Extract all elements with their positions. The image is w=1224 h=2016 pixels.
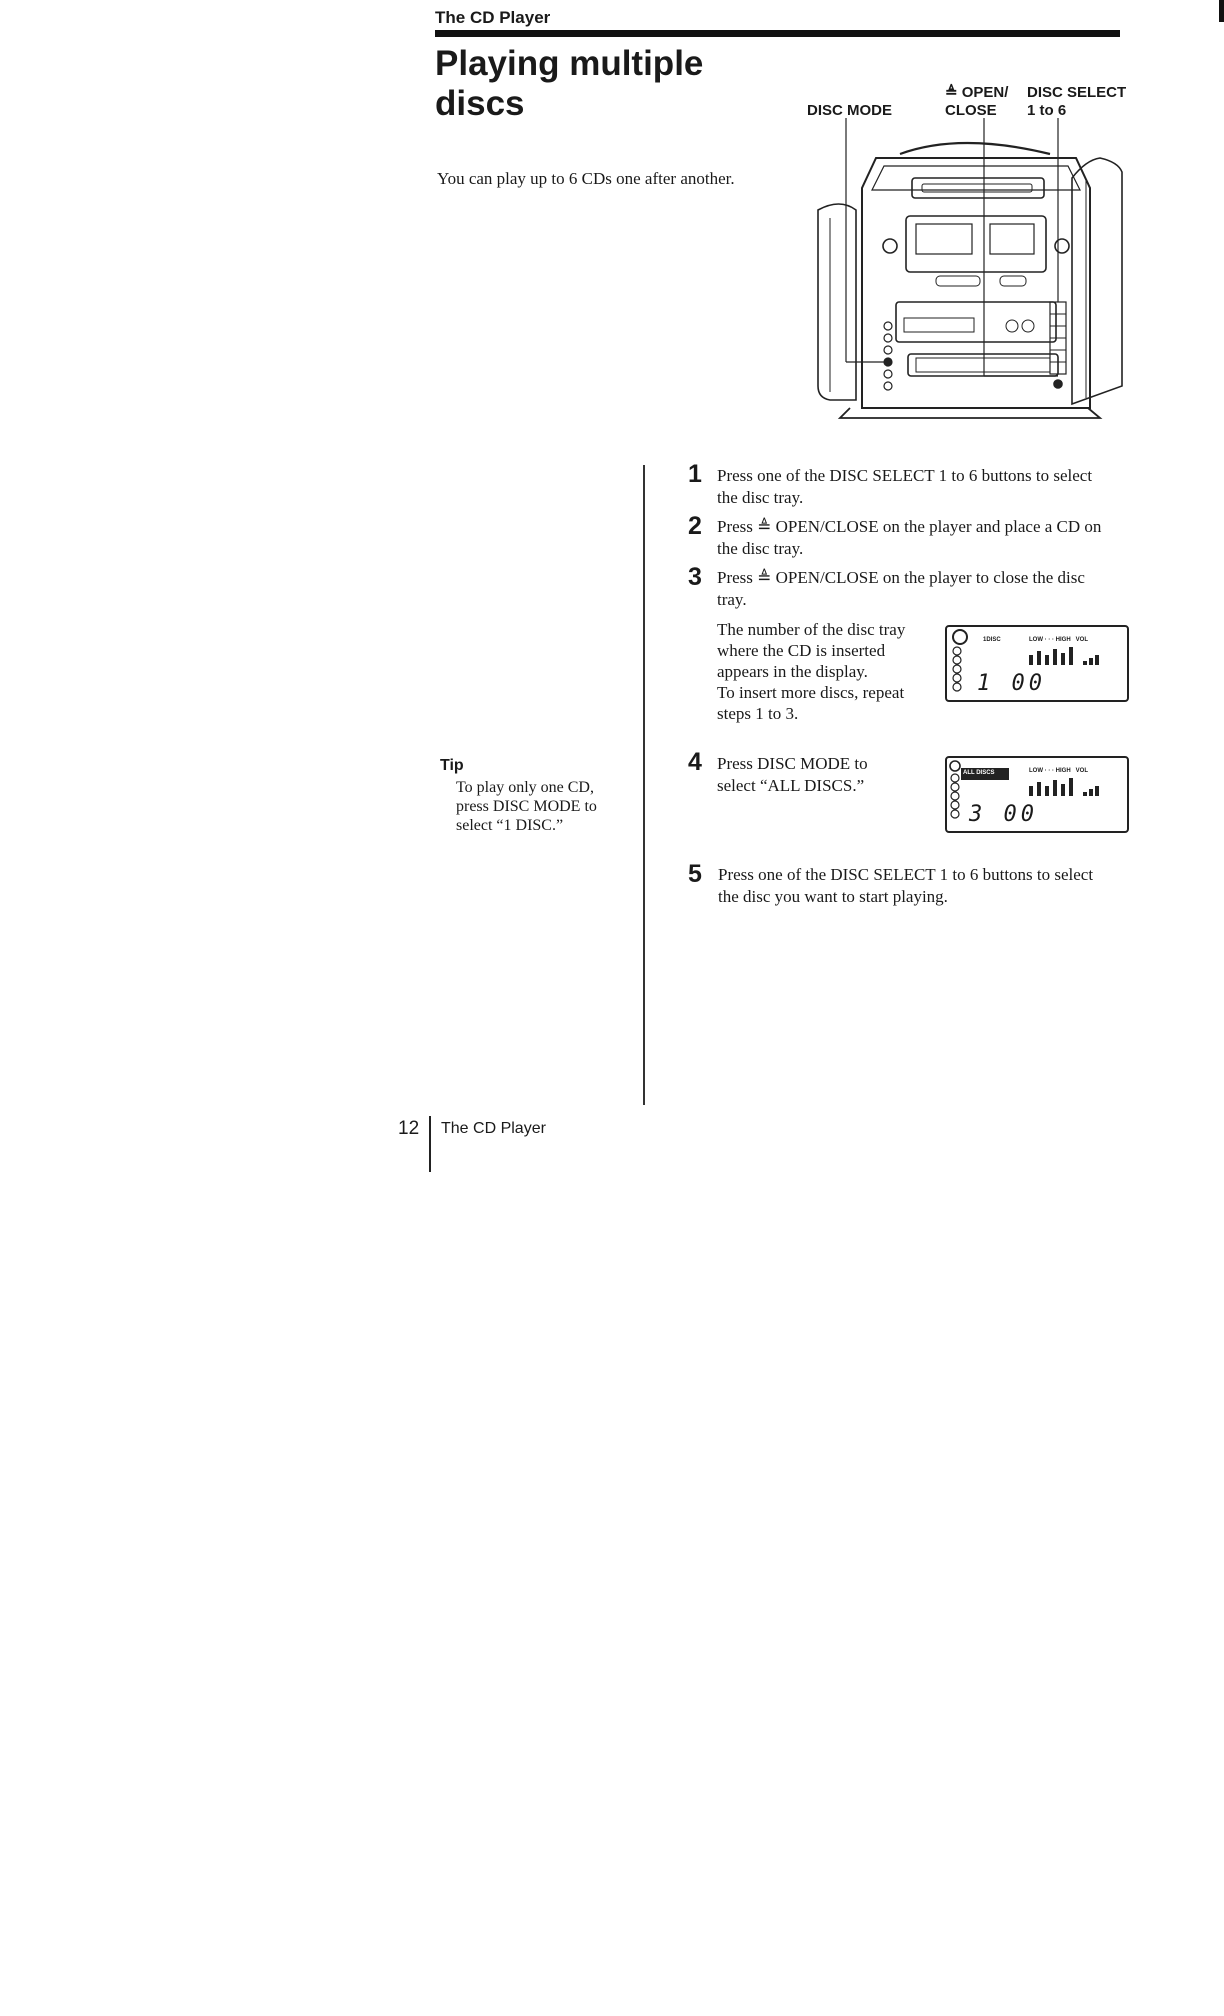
tip-body: To play only one CD, press DISC MODE to select “1 DISC.” xyxy=(456,779,597,834)
footer-divider xyxy=(429,1116,431,1172)
step-4-text: Press DISC MODE to select “ALL DISCS.” xyxy=(717,754,868,795)
lcd-mode-text: 1DISC xyxy=(983,637,1001,643)
note-line-2: To insert more discs, repeat steps 1 to 3. xyxy=(717,683,905,723)
note-line-1: The number of the disc tray where the CD is inserted appears in the display. xyxy=(717,620,906,681)
column-divider xyxy=(643,465,645,1105)
step-5-text: Press one of the DISC SELECT 1 to 6 buttons to select the disc you want to start playing. xyxy=(718,865,1094,906)
step-3-note xyxy=(717,619,917,724)
cd-player-illustration xyxy=(800,118,1124,426)
step-2-text: Press ≜ OPEN/CLOSE on the player and place a CD on the disc tray. xyxy=(717,517,1102,558)
step-2-number: 2 xyxy=(688,512,702,540)
page-title: Playing multiple discs xyxy=(435,44,704,123)
page-number: 12 xyxy=(398,1118,420,1139)
footer-section: The CD Player xyxy=(441,1120,546,1137)
label-disc-mode: DISC MODE xyxy=(807,102,893,119)
label-open-close-line1: ≜ OPEN/ xyxy=(945,84,1009,101)
label-disc-select-line1: DISC SELECT xyxy=(1027,84,1127,101)
step-4-number: 4 xyxy=(688,748,702,776)
lcd-mode-text: ALL DISCS xyxy=(963,770,995,776)
lcd-readout: 1 00 xyxy=(977,671,1046,696)
label-disc-select-line2: 1 to 6 xyxy=(1027,102,1067,119)
step-3-text: Press ≜ OPEN/CLOSE on the player to close the disc tray. xyxy=(717,568,1085,609)
step-5-number: 5 xyxy=(688,860,702,888)
label-open-close-line2: CLOSE xyxy=(945,102,997,119)
section-header: The CD Player xyxy=(435,8,551,27)
lcd-readout: 3 00 xyxy=(969,802,1038,827)
page-edge-mark xyxy=(1219,0,1224,22)
intro-paragraph: You can play up to 6 CDs one after another. xyxy=(437,169,735,188)
step-1-number: 1 xyxy=(688,460,702,488)
lcd-display-one-disc xyxy=(945,625,1129,702)
step-3-number: 3 xyxy=(688,563,702,591)
lcd-eq-labels: LOW · · · HIGH VOL xyxy=(1029,637,1088,643)
step-1-text: Press one of the DISC SELECT 1 to 6 buttons to select the disc tray. xyxy=(717,466,1093,507)
tip-heading: Tip xyxy=(440,757,464,774)
lcd-eq-labels: LOW · · · HIGH VOL xyxy=(1029,768,1088,774)
header-rule xyxy=(435,30,1120,37)
lcd-display-all-discs xyxy=(945,756,1129,833)
